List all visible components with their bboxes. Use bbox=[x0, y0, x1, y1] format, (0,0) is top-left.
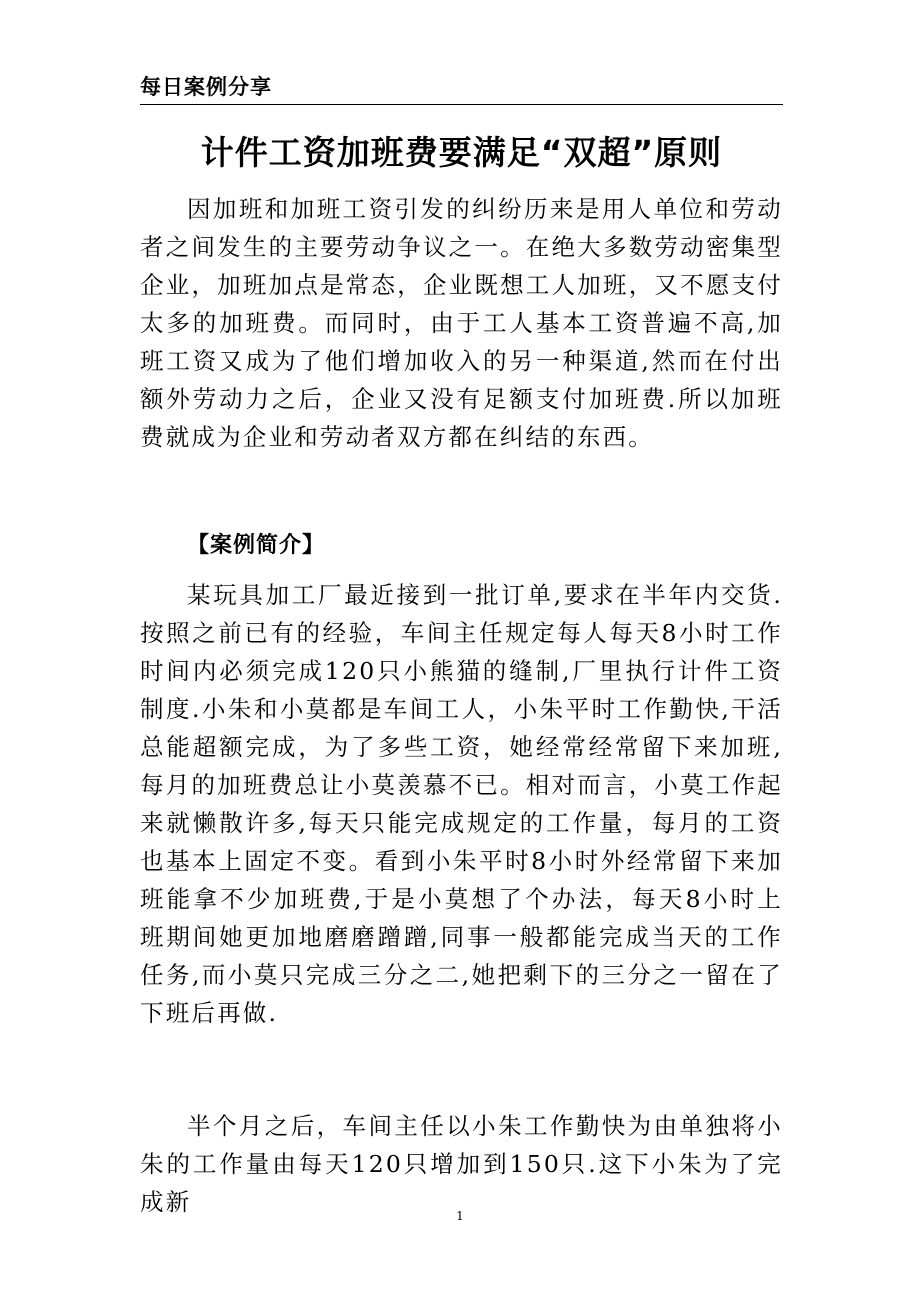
page-header bbox=[140, 72, 783, 105]
followup-paragraph: 半个月之后，车间主任以小朱工作勤快为由单独将小朱的工作量由每天120只增加到150只.这下小朱为了完成新 bbox=[140, 1112, 783, 1216]
case-paragraph: 某玩具加工厂最近接到一批订单,要求在半年内交货.按照之前已有的经验，车间主任规定每人每天8小时工作时间内必须完成120只小熊猫的缝制,厂里执行计件工资制度.小朱和小莫都是车间工人，小朱平时工作勤快,干活总能超额完成，为了多些工资，她经常经常留下来加班,每月的加班费总让小莫羡慕不已。相对而言，小莫工作起来就懒散许多,每天只能完成规定的工作量，每月的工资也基本上固定不变。看到小朱平时8小时外经常留下来加班能拿不少加班费,于是小莫想了个办法，每天8小时上班期间她更加地磨磨蹭蹭,同事一般都能完成当天的工作任务,而小莫只完成三分之二,她把剩下的三分之一留在了下班后再做. bbox=[140, 581, 783, 1027]
page-number: 1 bbox=[456, 1209, 464, 1223]
intro-paragraph: 因加班和加班工资引发的纠纷历来是用人单位和劳动者之间发生的主要劳动争议之一。在绝大多数劳动密集型企业，加班加点是常态，企业既想工人加班，又不愿支付太多的加班费。而同时，由于工人基本工资普遍不高,加班工资又成为了他们增加收入的另一种渠道,然而在付出额外劳动力之后，企业又没有足额支付加班费.所以加班费就成为企业和劳动者双方都在纠结的东西。 bbox=[140, 195, 783, 451]
header-label: 每日案例分享 bbox=[140, 75, 272, 99]
document-title: 计件工资加班费要满足“双超”原则 bbox=[200, 133, 723, 172]
section-heading-case: 【案例简介】 bbox=[187, 533, 326, 558]
